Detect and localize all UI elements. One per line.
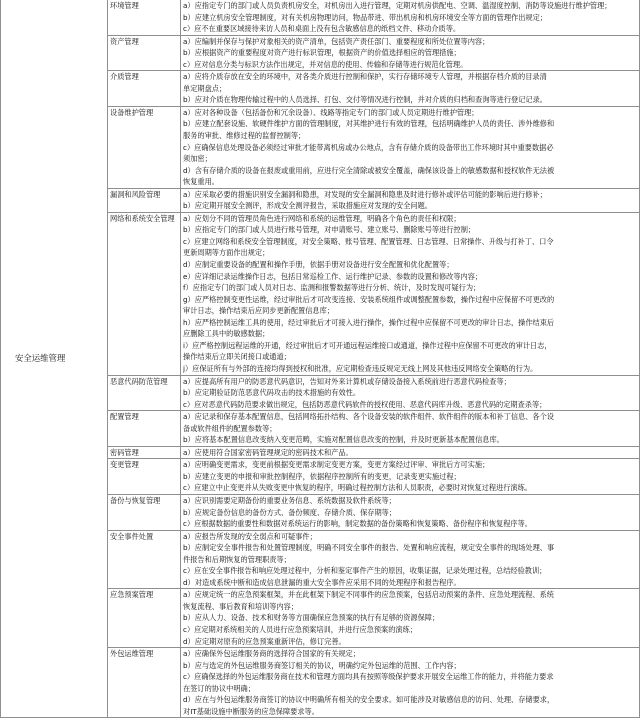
requirements-cell [181,494,640,530]
requirement-line: c）应在安全事件报告和响应处理过程中，分析和鉴定事件产生的原因，收集证据，记录处理过程，总结经验教训； [183,566,547,576]
requirement-line: b）应制定安全事件报告和处置管理制度，明确不同安全事件的报告、处置和响应流程，规定安全事件的现场处理、事 [183,543,555,553]
requirement-line: c）应确保选择的外包运维服务商在技术和管理方面均具有按照等级保护要求开展安全运维工作的能力，并将能力要求 [183,672,554,682]
requirement-line: b）应与选定的外包运维服务商签订相关的协议，明确约定外包运维的范围、工作内容； [183,660,461,670]
requirement-line: c）应对信息分类与标识方法作出规定，并对信息的使用、传输和存储等进行规范化管理。 [183,59,468,69]
requirements-cell [181,106,640,188]
requirements-cell [181,411,640,447]
requirements-cell [181,530,640,589]
requirement-line: a）应识别需要定期备份的重要业务信息、系统数据及软件系统等； [183,495,396,505]
requirement-line: 件报告和后期恢复的管理职责等； [183,554,291,564]
requirement-line: a）应使用符合国家密码管理规定的密码技术和产品。 [183,447,353,457]
requirement-line: a）应规定统一的应急预案框架，并在此框架下制定不同事件的应急预案，包括启动预案的条件、应急处理流程、系统 [183,590,554,600]
requirement-line: f）应指定专门的部门或人员对日志、监测和报警数据等进行分析、统计，及时发现可疑行为； [183,283,481,293]
requirement-line: b）应定期验证防范恶意代码攻击的技术措施的有效性。 [183,388,361,398]
requirement-line: a）应采取必要的措施识别安全漏洞和隐患，对发现的安全漏洞和隐患及时进行修补或评估可能的影响后进行修补； [183,189,547,199]
requirement-line: b）应根据资产的重要程度对资产进行标识管理，根据资产的价值选择相应的管理措施； [183,48,461,58]
section-name-cell: 安全事件处置 [108,530,181,589]
requirements-cell [181,0,640,35]
requirement-line: d）对造成系统中断和造成信息泄漏的重大安全事件应采用不同的处理程序和报告程序。 [183,577,461,587]
requirement-line: a）应明确变更需求，变更前根据变更需求制定变更方案，变更方案经过评审、审批后方可实施； [183,460,490,470]
requirement-line: c）应确保信息处理设备必须经过审批才能带离机房或办公地点，含有存储介质的设备带出工作环境时其中重要数据必 [183,142,554,152]
requirement-line: a）应确保外包运维服务商的选择符合国家的有关规定； [183,649,360,659]
requirement-line: d）应制定重要设备的配置和操作手册，依据手册对设备进行安全配置和优化配置等； [183,260,454,270]
requirement-line: b）应建立变更的申报和审批控制程序，依据程序控制所有的变更，记录变更实施过程； [183,471,461,481]
requirement-line: e）应详细记录运维操作日志，包括日常巡检工作、运行维护记录、参数的设置和修改等内容； [183,271,483,281]
requirement-line: 对IT基础设施中断服务的应急保障要求等。 [183,706,319,716]
section-name-cell: 资产管理 [108,35,181,71]
category-cell: 安全运维管理 [1,0,108,718]
requirement-line: 审计日志，操作结束后应同步更新配置信息库； [183,306,334,316]
requirement-line: 须加密； [183,154,212,164]
section-name-cell: 外包运维管理 [108,648,181,718]
requirement-line: d）应在与外包运维服务商签订的协议中明确所有相关的安全要求。如可能涉及对敏感信息的访问、处理、存储要求， [183,695,555,705]
requirement-line: a）应报告所发现的安全弱点和可疑事件； [183,531,317,541]
requirements-cell [181,589,640,648]
requirement-line: a）应将介质存放在安全的环境中，对各类介质进行控制和保护，实行存储环境专人管理，并根据存档介质的目录清 [183,72,547,82]
requirement-line: 恢复流程、事后教育和培训等内容； [183,601,299,611]
requirement-line: b）应建立配套设施、软硬件维护方面的管理制度，对其维护进行有效的管理，包括明确维护人员的责任、涉外维修和 [183,119,555,129]
requirement-line: 服务的审批、维修过程的监督控制等； [183,131,306,141]
requirement-line: b）应规定备份信息的备份方式、备份频度、存储介质、保存期等； [183,507,397,517]
section-name-cell: 配置管理 [108,411,181,447]
section-name-cell: 恶意代码防范管理 [108,375,181,411]
section-name-cell: 密码管理 [108,446,181,459]
requirements-cell [181,35,640,71]
requirement-line: j）应保证所有与外部的连接均得到授权和批准，应定期检查违反规定无线上网及其他违反网络安全策略的行为。 [183,363,538,373]
requirement-line: c）应对恶意代码防范要求做出规定，包括防恶意代码软件的授权使用、恶意代码库升级、恶意代码的定期查杀等； [183,399,547,409]
requirement-line: 操作结束后立即关闭接口或通道； [183,352,291,362]
requirement-line: b）应将基本配置信息改变纳入变更范畴，实施对配置信息改变的控制，并及时更新基本配置信息库。 [183,435,504,445]
requirements-cell [181,459,640,495]
requirement-line: c）应建立中止变更并从失败变更中恢复的程序，明确过程控制方法和人员职责，必要时对恢复过程进行演练。 [183,483,532,493]
requirement-line: b）应建立机房安全管理制度，对有关机房物理访问，物品带进、带出机房和机房环境安全等方面的管理作出规定； [183,12,547,22]
requirement-line: a）应划分不同的管理员角色进行网络和系统的运维管理，明确各个角色的责任和权限； [183,213,461,223]
section-name-cell: 应急预案管理 [108,589,181,648]
section-name-cell: 环境管理 [108,0,181,35]
requirement-line: c）应建立网络和系统安全管理制度，对安全策略、账号管理、配置管理、日志管理、日常操作、升级与打补丁、口令 [183,236,554,246]
section-name-cell: 网络和系统安全管理 [108,212,181,375]
requirements-cell [181,446,640,459]
requirement-line: a）应指定专门的部门或人员负责机房安全，对机房出入进行管理，定期对机房供配电、空调、温湿度控制、消防等设施进行维护管理； [183,1,612,10]
requirement-line: b）应从人力、设备、技术和财务等方面确保应急预案的执行有足够的资源保障； [183,613,440,623]
section-name-cell: 介质管理 [108,71,181,107]
requirement-line: c）应根据数据的重要性和数据对系统运行的影响，制定数据的备份策略和恢复策略、备份程序和恢复程序等。 [183,519,532,529]
requirements-cell [181,188,640,212]
requirements-cell [181,71,640,107]
requirement-line: b）应定期开展安全测评，形成安全测评报告，采取措施应对发现的安全问题。 [183,201,432,211]
requirement-line: c）应不在重要区域接待来访人员和桌面上没有包含敏感信息的纸档文件、移动介质等。 [183,24,461,34]
requirement-line: 应删除工具中的敏感数据； [183,329,270,339]
section-name-cell: 漏洞和风险管理 [108,188,181,212]
requirement-line: a）应提高所有用户的防恶意代码意识，告知对外来计算机或存储设备接入系统前进行恶意代码检查等； [183,376,511,386]
requirement-line: a）应编制并保存与保护对象相关的资产清单，包括资产责任部门、重要程度和所处位置等内容； [183,36,490,46]
requirement-line: b）应指定专门的部门或人员进行账号管理，对申请账号、建立账号、删除账号等进行控制； [183,225,476,235]
requirement-line: d）含有存储介质的设备在报废或重用前，应进行完全清除或被安全覆盖，确保该设备上的敏感数据和授权软件无法被 [183,165,555,175]
requirement-line: h）应严格控制运维工具的使用，经过审批后才可接入进行操作，操作过程中应保留不可更改的审计日志，操作结束后 [183,317,555,327]
requirement-line: b）应对介质在物理传输过程中的人员选择、打包、交付等情况进行控制，并对介质的归档和查询等进行登记记录。 [183,95,547,105]
section-name-cell: 备份与恢复管理 [108,494,181,530]
requirement-line: 在签订的协议中明确； [183,683,255,693]
section-name-cell: 设备维护管理 [108,106,181,188]
requirement-line: g）应严格控制变更性运维，经过审批后才可改变连接、安装系统组件或调整配置参数，操作过程中应保留不可更改的 [183,294,555,304]
requirement-line: 备或软件组件的配置参数等； [183,423,277,433]
requirement-line: 单定期盘点； [183,83,227,93]
requirement-line: 更新周期等方面作出规定； [183,248,270,258]
requirement-line: a）应对各种设备（包括备份和冗余设备）、线路等指定专门的部门或人员定期进行维护管理； [183,107,479,117]
requirements-cell [181,375,640,411]
table-row [1,0,640,35]
requirement-line: c）应定期对系统相关的人员进行应急预案培训，并进行应急预案的演练； [183,624,417,634]
requirements-cell [181,648,640,718]
section-name-cell: 变更管理 [108,459,181,495]
requirement-line: a）应记录和保存基本配置信息，包括网络拓扑结构、各个设备安装的软件组件、软件组件的版本和补丁信息、各个设 [183,412,554,422]
requirement-line: i）应严格控制远程运维的开通，经过审批后才可开通远程运维接口或通道，操作过程中应保留不可更改的审计日志， [183,340,552,350]
requirements-cell [181,212,640,375]
requirement-line: d）应定期对原有的应急预案重新评估，修订完善。 [183,636,346,646]
requirement-line: 恢复重用。 [183,177,219,187]
